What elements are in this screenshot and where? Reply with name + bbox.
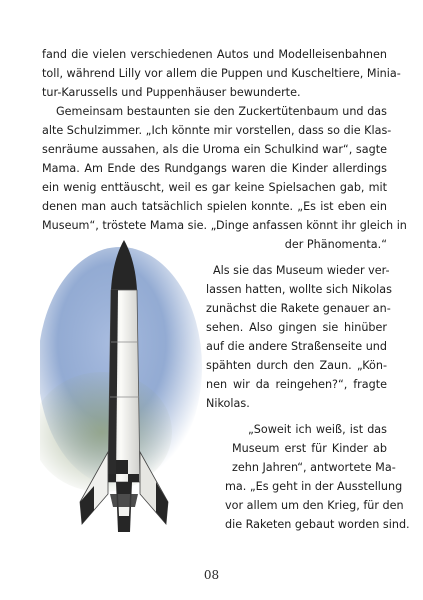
text-line: Mama. Am Ende des Rundgangs waren die Kinder allerdings bbox=[42, 162, 387, 175]
text-line: toll, während Lilly vor allem die Puppen und Kuscheltiere, Minia- bbox=[42, 67, 401, 80]
text-line: spähten durch den Zaun. „Kön- bbox=[206, 359, 387, 372]
text-line: ma. „Es geht in der Ausstellung bbox=[225, 480, 403, 493]
text-line: denen man auch tatsächlich spielen konnte. „Es ist eben ein bbox=[42, 200, 387, 213]
text-line: Nikolas. bbox=[206, 397, 250, 410]
text-line: Museum erst für Kinder ab bbox=[232, 442, 387, 455]
text-line: Museum“, tröstete Mama sie. „Dinge anfassen könnt ihr gleich in bbox=[42, 219, 407, 232]
text-line: fand die vielen verschiedenen Autos und Modelleisenbahnen bbox=[42, 48, 387, 61]
text-line: senräume aussahen, als die Uroma ein Schulkind war“, sagte bbox=[42, 143, 387, 156]
text-line: zunächst die Rakete genauer an- bbox=[206, 302, 391, 315]
text-line: „Soweit ich weiß, ist das bbox=[248, 423, 387, 436]
text-line: die Raketen gebaut worden sind. bbox=[225, 518, 410, 531]
page-number: 08 bbox=[203, 568, 220, 582]
text-line: Als sie das Museum wieder ver- bbox=[213, 264, 390, 277]
text-line: zehn Jahren“, antwortete Ma- bbox=[232, 461, 396, 474]
rocket-illustration bbox=[40, 232, 210, 547]
text-line: tur-Karussells und Puppenhäuser bewunderte. bbox=[42, 86, 301, 99]
text-line: lassen hatten, wollte sich Nikolas bbox=[206, 283, 392, 296]
text-line: ein wenig enttäuscht, weil es gar keine Spielsachen gab, mit bbox=[42, 181, 387, 194]
text-line: auf die andere Straßenseite und bbox=[206, 340, 387, 353]
text-line: vor allem um den Krieg, für den bbox=[225, 499, 404, 512]
text-line: Gemeinsam bestaunten sie den Zuckertütenbaum und das bbox=[56, 105, 387, 118]
text-line: nen wir da reingehen?“, fragte bbox=[206, 378, 387, 391]
text-line: alte Schulzimmer. „Ich könnte mir vorstellen, dass so die Klas- bbox=[42, 124, 392, 137]
text-line: sehen. Also gingen sie hinüber bbox=[206, 321, 387, 334]
text-line: der Phänomenta.“ bbox=[284, 238, 387, 251]
